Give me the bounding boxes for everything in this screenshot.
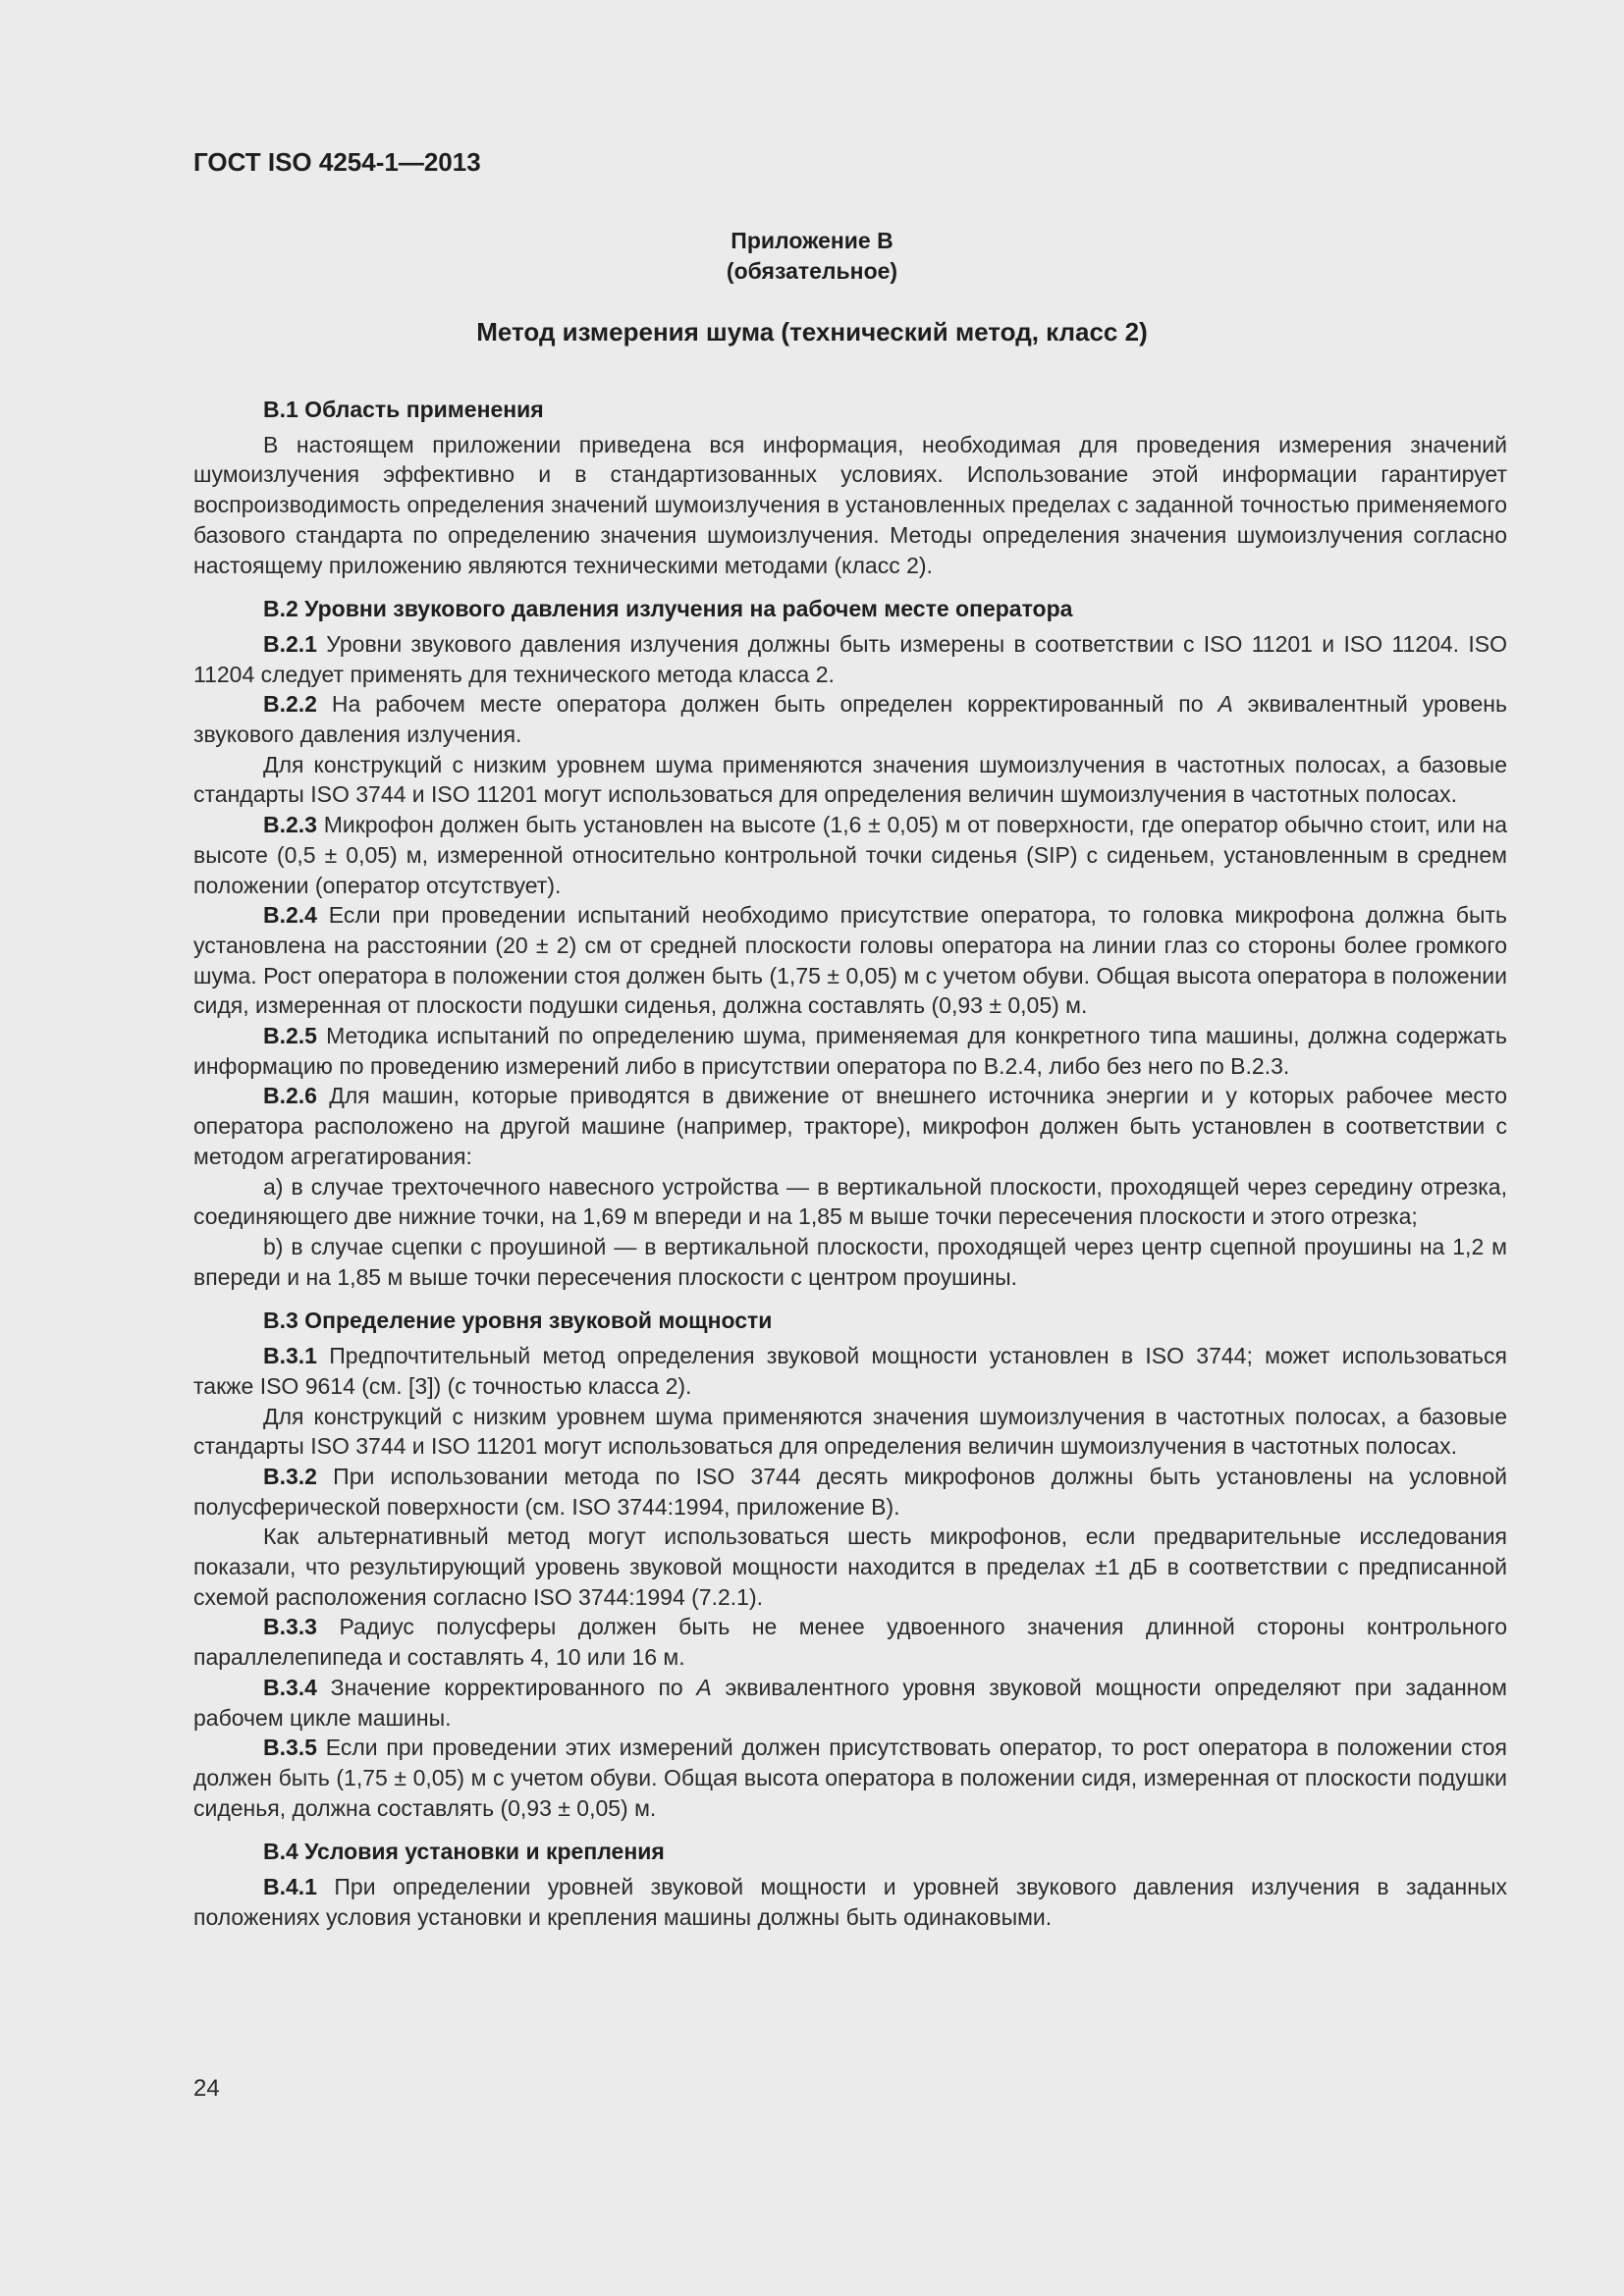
clause-number: В.2.3: [263, 812, 317, 838]
clause-number: В.3.4: [263, 1674, 317, 1700]
appendix-label: Приложение В: [731, 228, 893, 253]
paragraph-b31: В.3.1 Предпочтительный метод определения звуковой мощности установлен в ISO 3744; может использоваться также ISO 9614 (см. [3]) (с точностью класса 2).: [193, 1343, 1507, 1399]
paragraph-b34: В.3.4 Значение корректированного по А эквивалентного уровня звуковой мощности определяют при заданном рабочем цикле машины.: [193, 1674, 1507, 1731]
clause-number: В.3.3: [263, 1614, 317, 1640]
paragraph-b41: В.4.1 При определении уровней звуковой мощности и уровней звукового давления излучения в заданных положениях условия установки и крепления машины должны быть одинаковыми.: [193, 1874, 1507, 1930]
paragraph-b25: В.2.5 Методика испытаний по определению шума, применяемая для конкретного типа машины, должна содержать информацию по проведению измерений либо в присутствии оператора по В.2.4, либо без него по В.2.3.: [193, 1023, 1507, 1079]
section-heading-b2: В.2 Уровни звукового давления излучения на рабочем месте оператора: [263, 596, 1073, 622]
paragraph-b23: В.2.3 Микрофон должен быть установлен на высоте (1,6 ± 0,05) м от поверхности, где оператор обычно стоит, или на высоте (0,5 ± 0,05) м, измеренной относительно контрольной точки сиденья (SIP) с сиденьем, установленным в среднем положении (оператор отсутствует).: [193, 812, 1507, 898]
clause-number: В.2.1: [263, 630, 317, 657]
paragraph-b32: В.3.2 При использовании метода по ISO 3744 десять микрофонов должны быть установлены на условной полусферической поверхности (см. ISO 3744:1994, приложение В).: [193, 1463, 1507, 1520]
clause-number: В.3.5: [263, 1735, 317, 1761]
clause-number: В.4.1: [263, 1874, 317, 1900]
paragraph-b26: В.2.6 Для машин, которые приводятся в движение от внешнего источника энергии и у которых рабочее место оператора расположено на другой машине (например, тракторе), микрофон должен быть установлен в соответствии с методом агрегатирования:: [193, 1083, 1507, 1169]
clause-number: В.2.4: [263, 902, 317, 929]
document-body: [193, 395, 1507, 1932]
paragraph-b24: В.2.4 Если при проведении испытаний необходимо присутствие оператора, то головка микрофона должна быть установлена на расстоянии (20 ± 2) см от средней плоскости головы оператора на линии глаз со стороны более громкого шума. Рост оператора в положении стоя должен быть (1,75 ± 0,05) м с учетом обуви. Общая высота оператора в положении сидя, измеренная от плоскости подушки сиденья, должна составлять (0,93 ± 0,05) м.: [193, 902, 1507, 1019]
appendix-title: Метод измерения шума (технический метод, класс 2): [476, 317, 1148, 347]
clause-number: В.2.5: [263, 1023, 317, 1049]
list-item-a: a) в случае трехточечного навесного устройства — в вертикальной плоскости, проходящей через середину отрезка, соединяющего две нижние точки, на 1,69 м впереди и на 1,85 м выше точки пересечения плоскости и этого отрезка;: [193, 1173, 1507, 1230]
clause-number: В.3.1: [263, 1343, 317, 1369]
page-number: 24: [193, 2075, 220, 2102]
list-item-b: b) в случае сцепки с проушиной — в вертикальной плоскости, проходящей через центр сцепной проушины на 1,2 м впереди и на 1,85 м выше точки пересечения плоскости с центром проушины.: [193, 1233, 1507, 1290]
paragraph-b31-extra: Для конструкций с низким уровнем шума применяются значения шумоизлучения в частотных полосах, а базовые стандарты ISO 3744 и ISO 11201 могут использоваться для определения величин шумоизлучения в частотных полосах.: [193, 1403, 1507, 1460]
paragraph-b21: В.2.1 Уровни звукового давления излучения должны быть измерены в соответствии с ISO 11201 и ISO 11204. ISO 11204 следует применять для технического метода класса 2.: [193, 630, 1507, 687]
paragraph-b1: В настоящем приложении приведена вся информация, необходимая для проведения измерения значений шумоизлучения эффективно и в стандартизованных условиях. Использование этой информации гарантирует воспроизводимость определения значений шумоизлучения в установленных пределах с заданной точностью применяемого базового стандарта по определению значения шумоизлучения. Методы определения значения шумоизлучения согласно настоящему приложению являются техническими методами (класс 2).: [193, 431, 1507, 578]
clause-number: В.3.2: [263, 1463, 317, 1489]
appendix-status: (обязательное): [726, 258, 898, 284]
paragraph-b32-extra: Как альтернативный метод могут использоваться шесть микрофонов, если предварительные исследования показали, что результирующий уровень звуковой мощности находится в пределах ±1 дБ в соответствии с предписанной схемой расположения согласно ISO 3744:1994 (7.2.1).: [193, 1523, 1507, 1610]
document-code-header: ГОСТ ISO 4254-1—2013: [193, 147, 481, 177]
clause-number: В.2.6: [263, 1083, 317, 1109]
paragraph-b22-extra: Для конструкций с низким уровнем шума применяются значения шумоизлучения в частотных полосах, а базовые стандарты ISO 3744 и ISO 11201 могут использоваться для определения величин шумоизлучения в частотных полосах.: [193, 751, 1507, 808]
clause-number: В.2.2: [263, 691, 317, 718]
appendix-heading: [0, 226, 1624, 287]
section-heading-b1: В.1 Область применения: [263, 397, 544, 422]
paragraph-b33: В.3.3 Радиус полусферы должен быть не менее удвоенного значения длинной стороны контрольного параллелепипеда и составлять 4, 10 или 16 м.: [193, 1614, 1507, 1671]
section-heading-b3: В.3 Определение уровня звуковой мощности: [263, 1308, 773, 1334]
paragraph-b22: В.2.2 На рабочем месте оператора должен быть определен корректированный по А эквивалентный уровень звукового давления излучения.: [193, 691, 1507, 748]
section-heading-b4: В.4 Условия установки и крепления: [263, 1839, 665, 1865]
paragraph-b35: В.3.5 Если при проведении этих измерений должен присутствовать оператор, то рост оператора в положении стоя должен быть (1,75 ± 0,05) м с учетом обуви. Общая высота оператора в положении сидя, измеренная от плоскости подушки сиденья, должна составлять (0,93 ± 0,05) м.: [193, 1735, 1507, 1821]
